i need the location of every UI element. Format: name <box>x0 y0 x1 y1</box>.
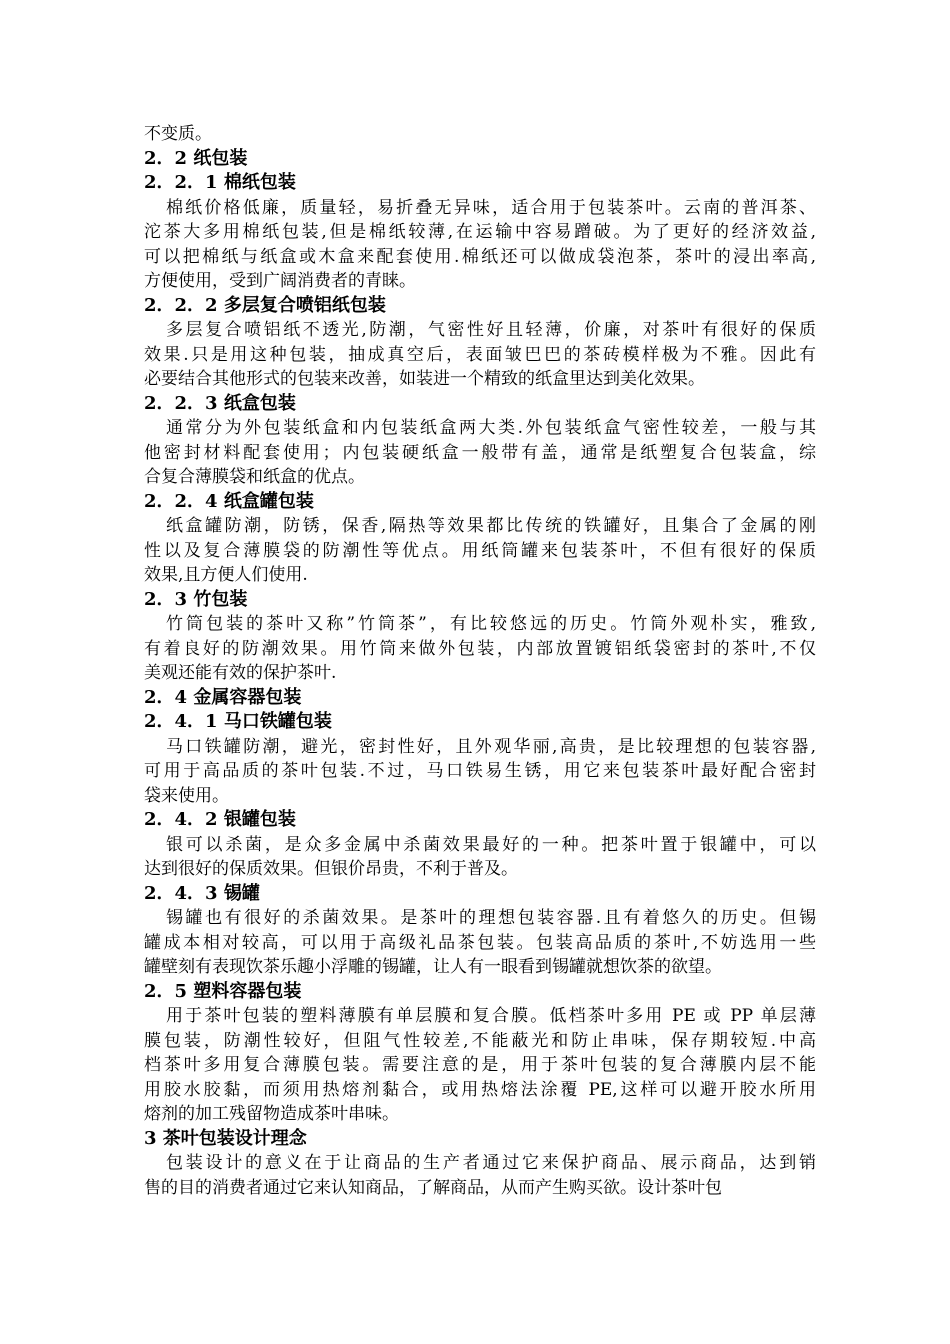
paragraph-line: 银可以杀菌，是众多金属中杀菌效果最好的一种。把茶叶置于银罐中，可以 <box>166 834 816 855</box>
paragraph-line: 用于茶叶包装的塑料薄膜有单层膜和复合膜。低档茶叶多用 PE 或 PP 单层薄 <box>166 1006 816 1026</box>
section-heading: 2．4．1 马口铁罐包装 <box>144 711 332 732</box>
paragraph-line: 不变质。 <box>144 124 212 144</box>
section-heading: 2．2．3 纸盒包装 <box>144 392 296 414</box>
paragraph-line: 罐成本相对较高，可以用于高级礼品茶包装。包装高品质的茶叶,不妨选用一些 <box>144 932 816 953</box>
paragraph-line: 沱茶大多用棉纸包装,但是棉纸较薄,在运输中容易蹭破。为了更好的经济效益, <box>144 222 816 242</box>
paragraph-line: 马口铁罐防潮，避光，密封性好，且外观华丽,高贵，是比较理想的包装容器, <box>166 736 816 757</box>
paragraph <box>144 833 816 882</box>
paragraph-line: 可用于高品质的茶叶包装.不过，马口铁易生锈，用它来包装茶叶最好配合密封 <box>144 761 816 781</box>
paragraph-line: 有着良好的防潮效果。用竹筒来做外包装，内部放置镀铝纸袋密封的茶叶,不仅 <box>144 638 816 659</box>
paragraph-line: 达到很好的保质效果。但银价昂贵，不利于普及。 <box>144 859 518 879</box>
section-heading: 3 茶叶包装设计理念 <box>144 1127 307 1149</box>
paragraph-line: 锡罐也有很好的杀菌效果。是茶叶的理想包装容器.且有着悠久的历史。但锡 <box>166 908 816 928</box>
paragraph <box>144 1004 816 1127</box>
paragraph-line: 膜包装，防潮性较好，但阻气性较差,不能蔽光和防止串味，保存期较短.中高 <box>144 1030 816 1051</box>
paragraph-line: 他密封材料配套使用；内包装硬纸盒一般带有盖，通常是纸塑复合包装盒，综 <box>144 442 816 463</box>
paragraph <box>144 318 816 392</box>
paragraph-line: 售的目的消费者通过它来认知商品，了解商品，从而产生购买欲。设计茶叶包 <box>144 1177 722 1198</box>
paragraph-line: 必要结合其他形式的包装来改善，如装进一个精致的纸盒里达到美化效果。 <box>144 369 705 389</box>
paragraph-line: 性以及复合薄膜袋的防潮性等优点。用纸筒罐来包装茶叶，不但有很好的保质 <box>144 540 816 561</box>
paragraph-line: 纸盒罐防潮，防锈，保香,隔热等效果都比传统的铁罐好，且集合了金属的刚 <box>166 516 816 536</box>
paragraph <box>144 416 816 490</box>
section-heading: 2．2．1 棉纸包装 <box>144 172 296 193</box>
section-heading: 2．2 纸包装 <box>144 147 248 169</box>
paragraph-line: 美观还能有效的保护茶叶. <box>144 663 337 683</box>
paragraph-line: 通常分为外包装纸盒和内包装纸盒两大类.外包装纸盒气密性较差，一般与其 <box>166 418 816 438</box>
paragraph <box>144 514 816 588</box>
paragraph-line: 可以把棉纸与纸盒或木盒来配套使用.棉纸还可以做成袋泡茶，茶叶的浸出率高, <box>144 246 816 267</box>
paragraph-line: 包装设计的意义在于让商品的生产者通过它来保护商品、展示商品，达到销 <box>166 1153 816 1173</box>
paragraph-line: 方便使用，受到广阔消费者的青睐。 <box>144 271 416 291</box>
paragraph <box>144 612 816 686</box>
paragraph-line: 用胶水胶黏，而须用热熔剂黏合，或用热熔法涂覆 PE,这样可以避开胶水所用 <box>144 1079 816 1100</box>
section-heading: 2．2．2 多层复合喷铝纸包装 <box>144 294 386 316</box>
paragraph-line: 档茶叶多用复合薄膜包装。需要注意的是，用于茶叶包装的复合薄膜内层不能 <box>144 1055 816 1075</box>
paragraph <box>144 735 816 809</box>
section-heading: 2．5 塑料容器包装 <box>144 980 302 1002</box>
paragraph <box>144 196 816 294</box>
paragraph-line: 棉纸价格低廉，质量轻，易折叠无异味，适合用于包装茶叶。云南的普洱茶、 <box>166 197 816 218</box>
section-heading: 2．4．3 锡罐 <box>144 882 260 904</box>
paragraph-line: 效果.只是用这种包装，抽成真空后，表面皱巴巴的茶砖模样极为不雅。因此有 <box>144 344 816 365</box>
document-page <box>144 122 816 1200</box>
paragraph <box>144 122 816 147</box>
section-heading: 2．4．2 银罐包装 <box>144 809 296 830</box>
paragraph-line: 熔剂的加工残留物造成茶叶串味。 <box>144 1104 399 1124</box>
paragraph <box>144 1151 816 1200</box>
section-heading: 2．2．4 纸盒罐包装 <box>144 490 314 512</box>
paragraph-line: 罐壁刻有表现饮茶乐趣小浮雕的锡罐，让人有一眼看到锡罐就想饮茶的欲望。 <box>144 957 722 977</box>
section-heading: 2．4 金属容器包装 <box>144 686 302 708</box>
paragraph-line: 竹筒包装的茶叶又称”竹筒茶”，有比较悠远的历史。竹筒外观朴实，雅致, <box>166 614 816 634</box>
section-heading: 2．3 竹包装 <box>144 588 248 610</box>
paragraph-line: 袋来使用。 <box>144 785 229 806</box>
paragraph-line: 多层复合喷铝纸不透光,防潮，气密性好且轻薄，价廉，对茶叶有很好的保质 <box>166 320 816 340</box>
paragraph-line: 效果,且方便人们使用. <box>144 565 308 585</box>
paragraph-line: 合复合薄膜袋和纸盒的优点。 <box>144 467 365 487</box>
paragraph <box>144 906 816 980</box>
